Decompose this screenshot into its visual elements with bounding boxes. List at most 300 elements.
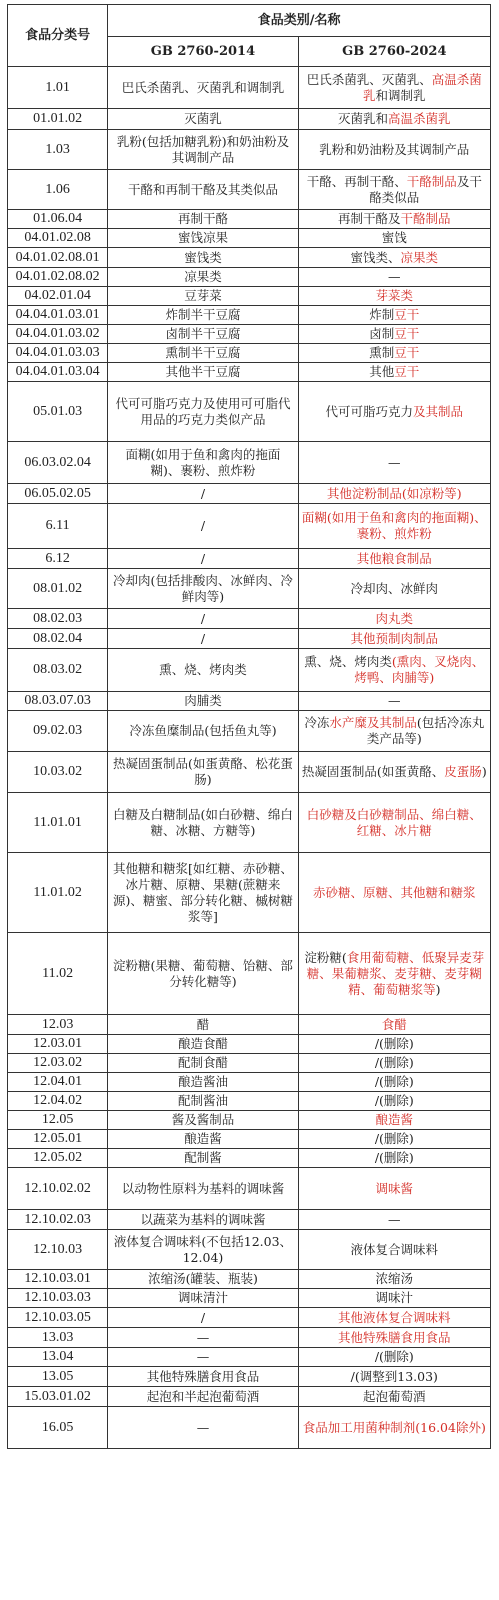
table-row [8, 1270, 491, 1289]
old-standard-name-cell [108, 1328, 298, 1348]
table-row [8, 1289, 491, 1308]
changed-text: 干酪制品 [406, 173, 457, 189]
table-row [8, 442, 491, 484]
table-row [8, 609, 491, 629]
name-text: 热凝固蛋制品(如蛋黄酪、 [301, 764, 445, 779]
name-text: — [388, 454, 401, 470]
changed-text: 其他特殊膳食用食品 [338, 1329, 451, 1345]
name-text: 酿造酱油 [177, 1074, 228, 1089]
name-text: 及干酪类似品 [369, 173, 482, 205]
changed-text: (熏肉、叉烧肉、烤鸭、肉脯等) [354, 654, 485, 685]
category-code-cell: 1.06 [8, 170, 108, 210]
category-code-cell: 12.03.01 [8, 1035, 108, 1054]
name-text: 蜜饯凉果 [177, 230, 228, 245]
new-standard-name-cell [298, 130, 490, 170]
name-text: /(删除) [374, 1036, 414, 1051]
old-standard-name-cell [108, 1387, 298, 1407]
name-text: 蜜饯 [381, 230, 407, 245]
table-row [8, 363, 491, 382]
name-text: 蜜饯类、 [350, 249, 401, 265]
changed-text: 高温杀菌乳 [388, 111, 451, 126]
old-standard-name-cell [108, 649, 298, 692]
name-text: 以动物性原料为基料的调味酱 [121, 1180, 285, 1196]
new-standard-name-cell [298, 1054, 490, 1073]
name-text: /(删除) [374, 1131, 414, 1146]
name-text: 其他半干豆腐 [165, 364, 241, 379]
name-text: 乳粉和奶油粉及其调制产品 [319, 141, 470, 157]
new-standard-name-cell [298, 210, 490, 229]
new-standard-name-cell [298, 1092, 490, 1111]
category-code-cell: 12.05 [8, 1111, 108, 1130]
category-code-cell: 06.05.02.05 [8, 484, 108, 504]
changed-text: 赤砂糖、原糖、其他糖和糖浆 [313, 884, 476, 900]
name-text: 冷冻鱼糜制品(包括鱼丸等) [129, 723, 277, 738]
table-row [8, 1367, 491, 1387]
name-text: 调味清汁 [177, 1290, 228, 1305]
old-standard-name-cell [108, 1073, 298, 1092]
name-text: 酿造酱 [184, 1131, 222, 1146]
old-standard-name-cell [108, 1130, 298, 1149]
category-code-cell: 08.01.02 [8, 569, 108, 609]
name-text: 起泡葡萄酒 [363, 1388, 426, 1404]
category-code-cell: 04.02.01.04 [8, 287, 108, 306]
changed-text: 豆干 [394, 307, 420, 322]
name-text: 熏制 [369, 345, 395, 360]
table-row [8, 229, 491, 248]
category-code-cell: 04.04.01.03.02 [8, 325, 108, 344]
old-standard-name-cell [108, 1407, 298, 1449]
category-code-cell: 09.02.03 [8, 711, 108, 752]
new-standard-name-cell [298, 504, 490, 549]
name-text: 其他糖和糖浆[如红糖、赤砂糖、冰片糖、原糖、果糖(蔗糖来源)、糖蜜、部分转化糖、槭树糖浆等] [113, 860, 293, 924]
old-standard-name-cell [108, 1168, 298, 1210]
table-row [8, 1308, 491, 1328]
name-text: 淀粉糖(果糖、葡萄糖、饴糖、部分转化糖等) [113, 957, 293, 989]
name-text: 醋 [196, 1016, 210, 1032]
old-standard-name-cell [108, 1092, 298, 1111]
changed-text: 白砂糖及白砂糖制品、绵白糖、红糖、冰片糖 [306, 806, 482, 838]
new-standard-name-cell [298, 1308, 490, 1328]
category-code-cell: 16.05 [8, 1407, 108, 1449]
name-text: 浓缩汤(罐装、瓶装) [148, 1271, 258, 1286]
old-standard-name-cell [108, 442, 298, 484]
changed-text: 豆干 [394, 326, 420, 341]
old-standard-name-cell [108, 1289, 298, 1308]
table-row [8, 1387, 491, 1407]
category-code-cell: 04.04.01.03.03 [8, 344, 108, 363]
old-standard-name-cell [108, 1348, 298, 1367]
table-row [8, 793, 491, 853]
category-code-cell: 11.02 [8, 933, 108, 1015]
changed-text: 其他粮食制品 [356, 550, 432, 566]
table-row [8, 210, 491, 229]
name-text: 代可可脂巧克力及使用可可脂代用品的巧克力类似产品 [115, 395, 291, 427]
name-text: 液体复合调味料 [350, 1241, 439, 1257]
name-text: 面糊(如用于鱼和禽肉的拖面糊)、裹粉、煎炸粉 [125, 446, 281, 478]
table-row [8, 649, 491, 692]
old-standard-name-cell [108, 1367, 298, 1387]
changed-text: 面糊(如用于鱼和禽肉的拖面糊)、裹粉、煎炸粉 [301, 510, 487, 541]
code-column-header: 食品分类号 [8, 5, 108, 67]
name-text: ) [481, 764, 487, 779]
new-standard-name-cell [298, 229, 490, 248]
name-text: / [200, 1309, 206, 1325]
category-code-cell: 11.01.02 [8, 853, 108, 933]
category-code-cell: 12.04.02 [8, 1092, 108, 1111]
table-row [8, 504, 491, 549]
name-text: 凉果类 [184, 269, 222, 284]
changed-text: 其他液体复合调味料 [338, 1309, 451, 1325]
category-code-cell: 12.03 [8, 1015, 108, 1035]
name-text: 白糖及白糖制品(如白砂糖、绵白糖、冰糖、方糖等) [113, 806, 293, 838]
new-standard-name-cell [298, 793, 490, 853]
changed-text: 食品加工用菌种制剂(16.04除外) [302, 1419, 486, 1435]
name-text: / [200, 485, 206, 501]
old-standard-name-cell [108, 306, 298, 325]
old-standard-name-cell [108, 1015, 298, 1035]
category-code-cell: 13.05 [8, 1367, 108, 1387]
category-code-cell: 12.04.01 [8, 1073, 108, 1092]
name-text: — [196, 1349, 210, 1364]
changed-text: 肉丸类 [375, 610, 414, 626]
table-row [8, 344, 491, 363]
old-standard-name-cell [108, 67, 298, 109]
old-standard-name-cell [108, 752, 298, 793]
new-standard-name-cell [298, 1387, 490, 1407]
new-standard-name-cell [298, 1015, 490, 1035]
table-row [8, 1092, 491, 1111]
old-standard-name-cell [108, 711, 298, 752]
new-standard-name-cell [298, 692, 490, 711]
new-standard-name-cell [298, 1210, 490, 1230]
new-standard-name-cell [298, 1168, 490, 1210]
old-standard-name-cell [108, 569, 298, 609]
changed-text: 干酪制品 [400, 211, 451, 226]
table-row [8, 109, 491, 130]
table-row [8, 1015, 491, 1035]
table-row [8, 692, 491, 711]
table-row [8, 1130, 491, 1149]
name-text: 热凝固蛋制品(如蛋黄酪、松花蛋肠) [113, 756, 293, 787]
table-row [8, 752, 491, 793]
category-code-cell: 12.10.03.01 [8, 1270, 108, 1289]
changed-text: 酿造酱 [375, 1112, 414, 1127]
new-standard-name-cell [298, 1073, 490, 1092]
new-standard-name-cell [298, 649, 490, 692]
table-row [8, 268, 491, 287]
category-code-cell: 10.03.02 [8, 752, 108, 793]
name-text: 灭菌乳和 [338, 111, 389, 126]
name-text: 配制食醋 [177, 1055, 228, 1070]
name-text: 熏、烧、烤肉类 [304, 654, 392, 669]
new-standard-name-cell [298, 1035, 490, 1054]
name-text: 巴氏杀菌乳、灭菌乳和调制乳 [121, 79, 285, 95]
category-code-cell: 12.10.03.03 [8, 1289, 108, 1308]
table-row [8, 711, 491, 752]
name-text: — [388, 1211, 401, 1227]
new-standard-header: GB 2760-2024 [298, 37, 490, 67]
new-standard-name-cell [298, 609, 490, 629]
old-standard-name-cell [108, 363, 298, 382]
table-body [8, 67, 491, 1449]
name-text: 液体复合调味料(不包括12.03、12.04) [113, 1233, 293, 1265]
old-standard-name-cell [108, 793, 298, 853]
changed-text: 皮蛋肠 [444, 764, 482, 779]
table-row [8, 933, 491, 1015]
name-text: /(调整到13.03) [350, 1368, 438, 1384]
category-code-cell: 04.04.01.03.04 [8, 363, 108, 382]
table-row [8, 1230, 491, 1270]
name-text: 卤制半干豆腐 [165, 326, 241, 341]
new-standard-name-cell [298, 549, 490, 569]
old-standard-header: GB 2760-2014 [108, 37, 298, 67]
category-code-cell: 12.05.02 [8, 1149, 108, 1168]
name-text: 淀粉糖( [304, 949, 347, 965]
name-text: 其他特殊膳食用食品 [146, 1368, 260, 1384]
new-standard-name-cell [298, 363, 490, 382]
old-standard-name-cell [108, 629, 298, 649]
category-code-cell: 12.10.02.02 [8, 1168, 108, 1210]
category-code-cell: 6.12 [8, 549, 108, 569]
category-code-cell: 1.01 [8, 67, 108, 109]
table-row [8, 325, 491, 344]
new-standard-name-cell [298, 1270, 490, 1289]
old-standard-name-cell [108, 1111, 298, 1130]
name-text: 卤制 [369, 326, 395, 341]
new-standard-name-cell [298, 752, 490, 793]
old-standard-name-cell [108, 344, 298, 363]
changed-text: 高温杀菌乳 [363, 71, 482, 103]
name-text: 再制干酪 [177, 211, 228, 226]
table-row [8, 629, 491, 649]
category-code-cell: 04.04.01.03.01 [8, 306, 108, 325]
changed-text: 豆干 [394, 345, 420, 360]
new-standard-name-cell [298, 382, 490, 442]
category-code-cell: 12.10.03.05 [8, 1308, 108, 1328]
old-standard-name-cell [108, 549, 298, 569]
category-code-cell: 08.03.02 [8, 649, 108, 692]
name-text: 起泡和半起泡葡萄酒 [146, 1388, 260, 1404]
new-standard-name-cell [298, 287, 490, 306]
name-text: 干酪、再制干酪、 [306, 173, 407, 189]
name-text: 配制酱 [184, 1150, 222, 1165]
old-standard-name-cell [108, 692, 298, 711]
name-text: 以蔬菜为基料的调味酱 [140, 1211, 266, 1227]
name-text: 酱及酱制品 [171, 1112, 235, 1127]
old-standard-name-cell [108, 130, 298, 170]
new-standard-name-cell [298, 1407, 490, 1449]
new-standard-name-cell [298, 170, 490, 210]
changed-text: 芽菜类 [375, 288, 414, 303]
new-standard-name-cell [298, 629, 490, 649]
category-code-cell: 13.04 [8, 1348, 108, 1367]
new-standard-name-cell [298, 306, 490, 325]
name-text: (包括冷冻丸类产品等) [366, 715, 485, 746]
name-text: 蜜饯类 [184, 249, 222, 265]
category-code-cell: 04.01.02.08 [8, 229, 108, 248]
table-row [8, 853, 491, 933]
old-standard-name-cell [108, 287, 298, 306]
old-standard-name-cell [108, 248, 298, 268]
old-standard-name-cell [108, 210, 298, 229]
name-text: ) [435, 981, 441, 997]
name-text: / [200, 610, 206, 626]
old-standard-name-cell [108, 1230, 298, 1270]
old-standard-name-cell [108, 504, 298, 549]
name-text: 冷却肉(包括排酸肉、冰鲜肉、冷鲜肉等) [113, 572, 293, 604]
category-code-cell: 06.03.02.04 [8, 442, 108, 484]
new-standard-name-cell [298, 1111, 490, 1130]
name-text: 再制干酪及 [338, 211, 401, 226]
table-row [8, 1149, 491, 1168]
old-standard-name-cell [108, 1149, 298, 1168]
changed-text: 食用葡萄糖、低聚异麦芽糖、果葡糖浆、麦芽糖、麦芽糊精、葡萄糖浆等 [306, 949, 485, 997]
category-code-cell: 15.03.01.02 [8, 1387, 108, 1407]
name-text: 熏、烧、烤肉类 [159, 662, 247, 677]
name-text: 炸制半干豆腐 [165, 307, 241, 322]
name-text: 豆芽菜 [184, 288, 222, 303]
category-code-cell: 04.01.02.08.01 [8, 248, 108, 268]
category-code-cell: 13.03 [8, 1328, 108, 1348]
category-code-cell: 12.03.02 [8, 1054, 108, 1073]
name-text: 其他 [369, 364, 395, 379]
category-code-cell: 12.10.02.03 [8, 1210, 108, 1230]
name-text: 肉脯类 [184, 693, 222, 708]
name-text: 浓缩汤 [375, 1271, 414, 1286]
new-standard-name-cell [298, 1367, 490, 1387]
table-row [8, 1073, 491, 1092]
table-row [8, 1035, 491, 1054]
changed-text: 及其制品 [413, 403, 464, 419]
new-standard-name-cell [298, 442, 490, 484]
category-code-cell: 6.11 [8, 504, 108, 549]
old-standard-name-cell [108, 382, 298, 442]
name-text: /(删除) [374, 1074, 414, 1089]
table-row [8, 287, 491, 306]
name-text: / [200, 550, 206, 566]
new-standard-name-cell [298, 268, 490, 287]
table-row [8, 569, 491, 609]
category-code-cell: 08.02.03 [8, 609, 108, 629]
new-standard-name-cell [298, 853, 490, 933]
changed-text: 其他淀粉制品(如凉粉等) [326, 485, 462, 501]
name-text: 配制酱油 [177, 1093, 228, 1108]
old-standard-name-cell [108, 1035, 298, 1054]
name-text: — [196, 1329, 210, 1345]
table-row [8, 484, 491, 504]
name-text: — [388, 269, 401, 284]
name-text: 和调制乳 [375, 87, 426, 103]
name-text: / [200, 518, 206, 533]
name-text: /(删除) [374, 1349, 414, 1364]
new-standard-name-cell [298, 1328, 490, 1348]
table-row [8, 130, 491, 170]
new-standard-name-cell [298, 67, 490, 109]
category-code-cell: 08.02.04 [8, 629, 108, 649]
category-code-cell: 12.10.03 [8, 1230, 108, 1270]
table-row [8, 170, 491, 210]
name-text: 冷却肉、冰鲜肉 [350, 580, 439, 596]
name-text: 冷冻 [304, 715, 330, 730]
old-standard-name-cell [108, 609, 298, 629]
food-category-comparison-table [7, 4, 491, 1449]
table-row [8, 1348, 491, 1367]
new-standard-name-cell [298, 1130, 490, 1149]
category-column-header: 食品类别/名称 [108, 5, 491, 37]
changed-text: 调味酱 [375, 1180, 414, 1196]
table-row [8, 1168, 491, 1210]
new-standard-name-cell [298, 711, 490, 752]
old-standard-name-cell [108, 933, 298, 1015]
name-text: — [196, 1419, 210, 1435]
table-row [8, 306, 491, 325]
table-row [8, 382, 491, 442]
name-text: 干酪和再制干酪及其类似品 [127, 181, 278, 197]
new-standard-name-cell [298, 1348, 490, 1367]
old-standard-name-cell [108, 1210, 298, 1230]
old-standard-name-cell [108, 170, 298, 210]
new-standard-name-cell [298, 344, 490, 363]
old-standard-name-cell [108, 1270, 298, 1289]
category-code-cell: 11.01.01 [8, 793, 108, 853]
category-code-cell: 04.01.02.08.02 [8, 268, 108, 287]
table-row [8, 1210, 491, 1230]
new-standard-name-cell [298, 109, 490, 130]
name-text: 炸制 [369, 307, 395, 322]
new-standard-name-cell [298, 1149, 490, 1168]
new-standard-name-cell [298, 1230, 490, 1270]
table-row [8, 67, 491, 109]
old-standard-name-cell [108, 109, 298, 130]
name-text: 乳粉(包括加糖乳粉)和奶油粉及其调制产品 [116, 133, 290, 165]
old-standard-name-cell [108, 853, 298, 933]
name-text: 酿造食醋 [177, 1036, 228, 1051]
changed-text: 豆干 [394, 364, 420, 379]
table-row [8, 1111, 491, 1130]
new-standard-name-cell [298, 569, 490, 609]
new-standard-name-cell [298, 484, 490, 504]
old-standard-name-cell [108, 325, 298, 344]
name-text: /(删除) [374, 1055, 414, 1070]
name-text: 熏制半干豆腐 [165, 345, 241, 360]
old-standard-name-cell [108, 268, 298, 287]
category-code-cell: 01.01.02 [8, 109, 108, 130]
changed-text: 凉果类 [400, 249, 439, 265]
name-text: /(删除) [374, 1150, 414, 1165]
name-text: 代可可脂巧克力 [325, 403, 414, 419]
old-standard-name-cell [108, 229, 298, 248]
table-row [8, 1328, 491, 1348]
changed-text: 食醋 [381, 1016, 407, 1032]
category-code-cell: 12.05.01 [8, 1130, 108, 1149]
changed-text: 水产糜及其制品 [329, 715, 417, 730]
new-standard-name-cell [298, 933, 490, 1015]
name-text: / [200, 630, 206, 646]
name-text: — [388, 693, 401, 708]
name-text: 灭菌乳 [184, 111, 222, 126]
category-code-cell: 05.01.03 [8, 382, 108, 442]
old-standard-name-cell [108, 484, 298, 504]
new-standard-name-cell [298, 325, 490, 344]
name-text: /(删除) [374, 1093, 414, 1108]
name-text: 巴氏杀菌乳、灭菌乳、 [306, 71, 432, 87]
old-standard-name-cell [108, 1308, 298, 1328]
category-code-cell: 1.03 [8, 130, 108, 170]
new-standard-name-cell [298, 248, 490, 268]
name-text: 调味汁 [375, 1290, 414, 1305]
new-standard-name-cell [298, 1289, 490, 1308]
category-code-cell: 01.06.04 [8, 210, 108, 229]
